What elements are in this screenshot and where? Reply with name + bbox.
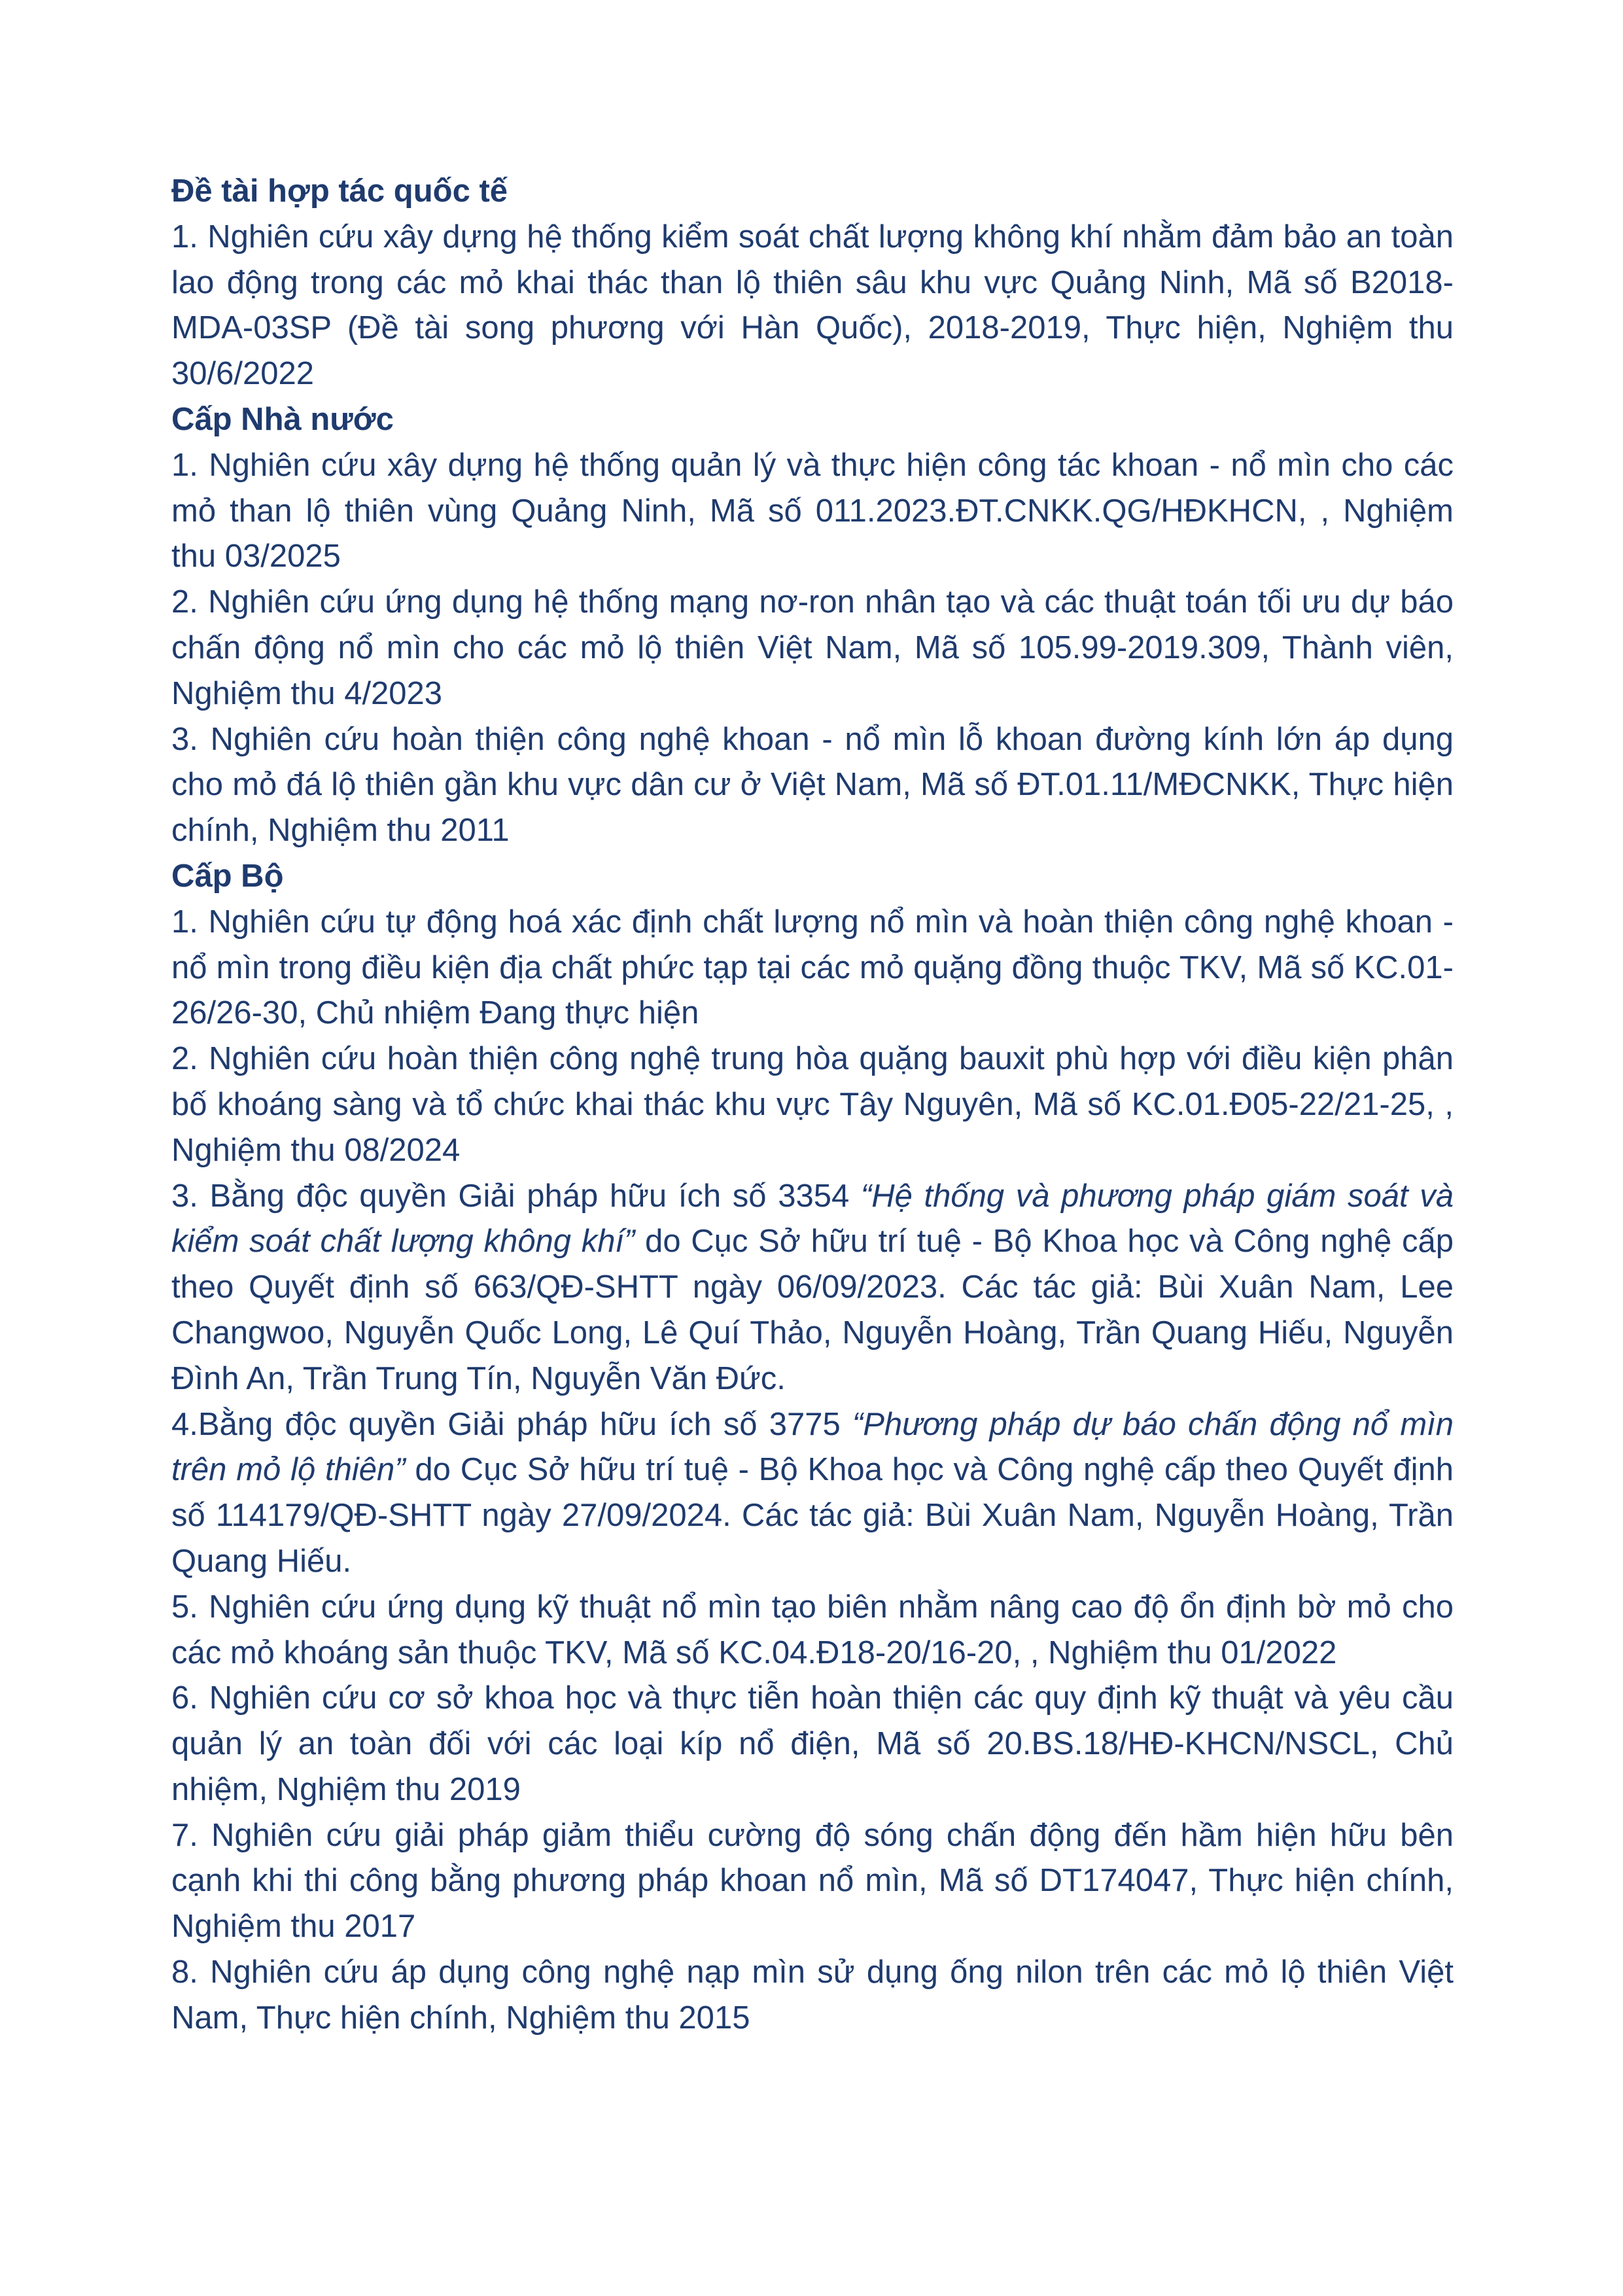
section-heading-ministry: Cấp Bộ xyxy=(171,858,284,894)
ministry-item-3-suffix: do Cục Sở hữu trí tuệ - Bộ Khoa học và Công nghệ cấp theo Quyết định số 663/QĐ-SHTT ngày 06/09/2023. Các tác giả: Bùi Xuân Nam, Lee Changwoo, Nguyễn Quốc Long, Lê Quí Thảo, Nguyễn Hoàng, Trần Quang Hiếu, Nguyễn Đình An, Trần Trung Tín, Nguyễn Văn Đức. xyxy=(171,1224,1454,1396)
ministry-item-1: 1. Nghiên cứu tự động hoá xác định chất lượng nổ mìn và hoàn thiện công nghệ khoan - nổ mìn trong điều kiện địa chất phức tạp tại các mỏ quặng đồng thuộc TKV, Mã số KC.01-26/26-30, Chủ nhiệm Đang thực hiện xyxy=(171,904,1454,1031)
ministry-item-2: 2. Nghiên cứu hoàn thiện công nghệ trung hòa quặng bauxit phù hợp với điều kiện phân bố khoáng sàng và tổ chức khai thác khu vực Tây Nguyên, Mã số KC.01.Đ05-22/21-25, , Nghiệm thu 08/2024 xyxy=(171,1041,1454,1168)
ministry-item-5: 5. Nghiên cứu ứng dụng kỹ thuật nổ mìn tạo biên nhằm nâng cao độ ổn định bờ mỏ cho các mỏ khoáng sản thuộc TKV, Mã số KC.04.Đ18-20/16-20, , Nghiệm thu 01/2022 xyxy=(171,1589,1454,1670)
ministry-item-4-prefix: 4.Bằng độc quyền Giải pháp hữu ích số 3775 xyxy=(171,1406,852,1442)
document-page xyxy=(171,169,1454,2041)
ministry-item-7: 7. Nghiên cứu giải pháp giảm thiểu cường độ sóng chấn động đến hầm hiện hữu bên cạnh khi thi công bằng phương pháp khoan nổ mìn, Mã số DT174047, Thực hiện chính, Nghiệm thu 2017 xyxy=(171,1817,1454,1945)
ministry-item-8: 8. Nghiên cứu áp dụng công nghệ nạp mìn sử dụng ống nilon trên các mỏ lộ thiên Việt Nam, Thực hiện chính, Nghiệm thu 2015 xyxy=(171,1954,1454,2036)
ministry-item-3-prefix: 3. Bằng độc quyền Giải pháp hữu ích số 3354 xyxy=(171,1178,861,1214)
state-item-1: 1. Nghiên cứu xây dựng hệ thống quản lý và thực hiện công tác khoan - nổ mìn cho các mỏ than lộ thiên vùng Quảng Ninh, Mã số 011.2023.ĐT.CNKK.QG/HĐKHCN, , Nghiệm thu 03/2025 xyxy=(171,447,1454,574)
ministry-item-4 xyxy=(171,1402,1454,1585)
ministry-item-4-suffix: do Cục Sở hữu trí tuệ - Bộ Khoa học và Công nghệ cấp theo Quyết định số 114179/QĐ-SHTT ngày 27/09/2024. Các tác giả: Bùi Xuân Nam, Nguyễn Hoàng, Trần Quang Hiếu. xyxy=(171,1452,1454,1579)
state-item-2: 2. Nghiên cứu ứng dụng hệ thống mạng nơ-ron nhân tạo và các thuật toán tối ưu dự báo chấn động nổ mìn cho các mỏ lộ thiên Việt Nam, Mã số 105.99-2019.309, Thành viên, Nghiệm thu 4/2023 xyxy=(171,584,1454,711)
ministry-item-6: 6. Nghiên cứu cơ sở khoa học và thực tiễn hoàn thiện các quy định kỹ thuật và yêu cầu quản lý an toàn đối với các loại kíp nổ điện, Mã số 20.BS.18/HĐ-KHCN/NSCL, Chủ nhiệm, Nghiệm thu 2019 xyxy=(171,1680,1454,1807)
ministry-item-4-title: “Phương pháp dự báo chấn động nổ mìn trên mỏ lộ thiên” xyxy=(171,1406,1454,1488)
ministry-item-3-title: “Hệ thống và phương pháp giám soát và kiểm soát chất lượng không khí” xyxy=(171,1178,1454,1260)
section-heading-state: Cấp Nhà nước xyxy=(171,401,394,437)
international-item-1: 1. Nghiên cứu xây dựng hệ thống kiểm soát chất lượng không khí nhằm đảm bảo an toàn lao động trong các mỏ khai thác than lộ thiên sâu khu vực Quảng Ninh, Mã số B2018-MDA-03SP (Đề tài song phương với Hàn Quốc), 2018-2019, Thực hiện, Nghiệm thu 30/6/2022 xyxy=(171,219,1454,392)
section-heading-international: Đề tài hợp tác quốc tế xyxy=(171,173,508,209)
ministry-item-3 xyxy=(171,1174,1454,1402)
state-item-3: 3. Nghiên cứu hoàn thiện công nghệ khoan - nổ mìn lỗ khoan đường kính lớn áp dụng cho mỏ đá lộ thiên gần khu vực dân cư ở Việt Nam, Mã số ĐT.01.11/MĐCNKK, Thực hiện chính, Nghiệm thu 2011 xyxy=(171,721,1454,849)
